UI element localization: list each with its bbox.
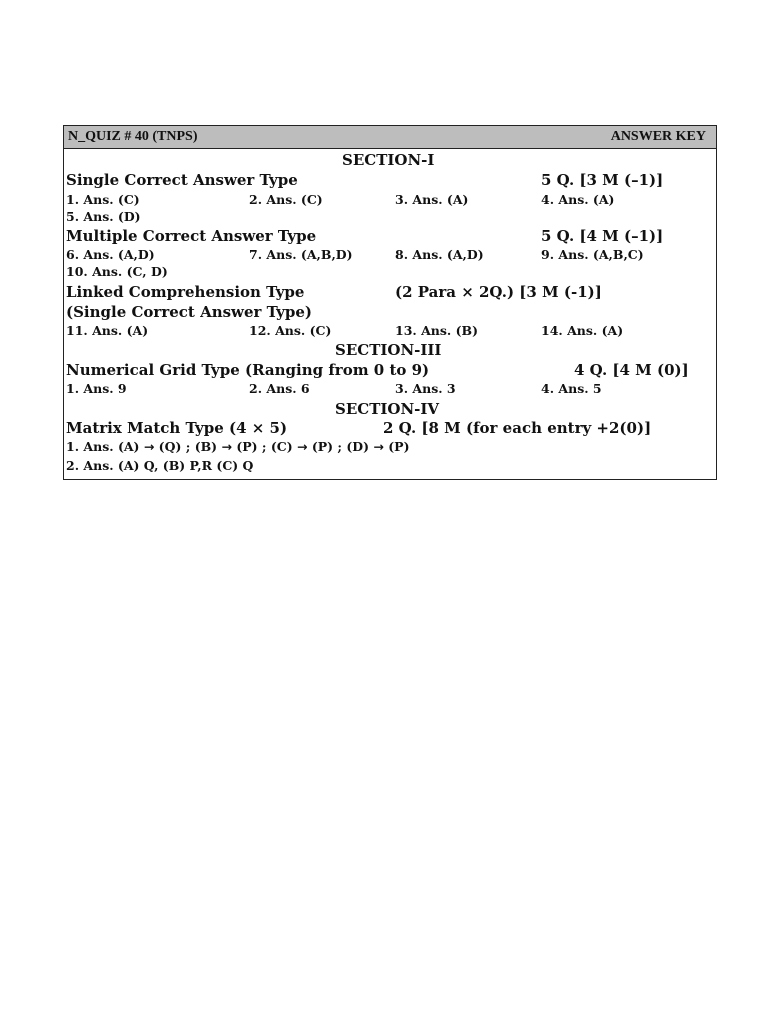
single-correct-marks: 5 Q. [3 M (–1)] [541,171,664,189]
linked-comprehension-marks: (2 Para × 2Q.) [3 M (-1)] [395,283,602,301]
answer-8: 8. Ans. (A,D) [395,247,484,262]
answer-12: 12. Ans. (C) [249,323,332,338]
answer-11: 11. Ans. (A) [66,323,149,338]
matrix-match-label: Matrix Match Type (4 × 5) [66,419,288,437]
right-arrow-icon: → [221,439,232,454]
answer-1: 1. Ans. (C) [66,192,140,207]
answer-3: 3. Ans. (A) [395,192,469,207]
answer-10: 10. Ans. (C, D) [66,264,168,279]
answer-4: 4. Ans. (A) [541,192,615,207]
matrix-answer-2: 2. Ans. (A) Q, (B) P,R (C) Q [66,458,254,473]
section-4-title: SECTION-IV [335,400,440,418]
linked-comprehension-sublabel: (Single Correct Answer Type) [66,303,312,321]
answer-key-sheet [63,125,717,480]
section-3-title: SECTION-III [335,341,442,359]
answer-6: 6. Ans. (A,D) [66,247,155,262]
answer-13: 13. Ans. (B) [395,323,479,338]
matrix-match-marks: 2 Q. [8 M (for each entry +2(0)] [383,419,652,437]
numerical-answer-4: 4. Ans. 5 [541,381,602,396]
linked-comprehension-label: Linked Comprehension Type [66,283,305,301]
multiple-correct-marks: 5 Q. [4 M (–1)] [541,227,664,245]
numerical-answer-1: 1. Ans. 9 [66,381,127,396]
matrix-pair-a: (A) [117,439,140,454]
answer-9: 9. Ans. (A,B,C) [541,247,644,262]
answer-5: 5. Ans. (D) [66,209,141,224]
matrix-answer-1 [66,441,410,454]
answer-14: 14. Ans. (A) [541,323,624,338]
multiple-correct-label: Multiple Correct Answer Type [66,227,317,245]
right-arrow-icon: → [143,439,155,454]
right-arrow-icon: → [297,439,308,454]
numerical-grid-label: Numerical Grid Type (Ranging from 0 to 9) [66,361,430,379]
matrix-pair-c: (P) ; (C) [236,439,293,454]
section-1-title: SECTION-I [342,151,435,169]
numerical-answer-2: 2. Ans. 6 [249,381,310,396]
quiz-title: N_QUIZ # 40 (TNPS) [68,129,198,144]
header-bar [64,126,716,149]
matrix-answer-1-prefix: 1. Ans. [66,439,114,454]
numerical-grid-marks: 4 Q. [4 M (0)] [574,361,689,379]
right-arrow-icon: → [373,439,384,454]
matrix-pair-b: (Q) ; (B) [158,439,218,454]
answer-2: 2. Ans. (C) [249,192,323,207]
matrix-pair-end: (P) [388,439,410,454]
numerical-answer-3: 3. Ans. 3 [395,381,456,396]
matrix-pair-d: (P) ; (D) [311,439,370,454]
answer-key-label: ANSWER KEY [610,129,706,144]
single-correct-label: Single Correct Answer Type [66,171,298,189]
answer-7: 7. Ans. (A,B,D) [249,247,353,262]
